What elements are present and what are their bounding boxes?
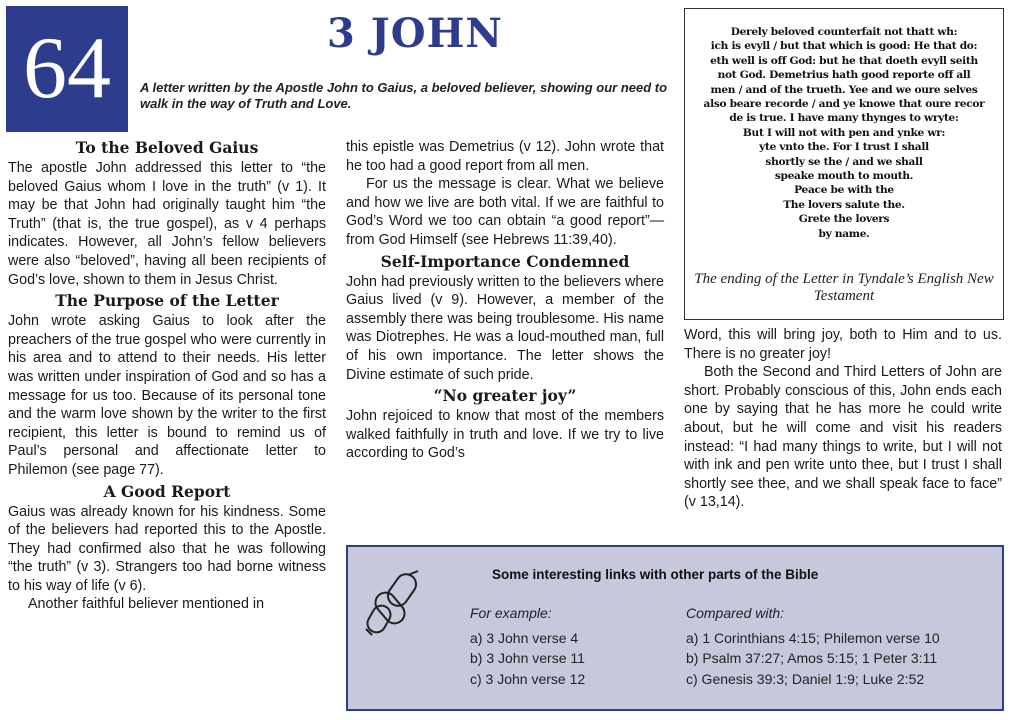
section-text: Gaius was already known for his kindness. Some of the believers had reported this to the Apostle. They had confirmed also that he was following “the truth” (v 3). Strangers too had borne witness to his way of life (v 6). <box>8 503 326 594</box>
chain-links-icon <box>362 569 426 637</box>
compared-item: c) Genesis 39:3; Daniel 1:9; Luke 2:52 <box>686 670 925 687</box>
compared-item: b) Psalm 37:27; Amos 5:15; 1 Peter 3:11 <box>686 650 938 666</box>
section-text: Another faithful believer mentioned in <box>28 596 265 613</box>
example-item: c) 3 John verse 12 <box>470 670 586 687</box>
page-subtitle: A letter written by the Apostle John to Gaius, a beloved believer, showing our need to walk in the way of Truth and Love. <box>140 80 668 111</box>
tyndale-line: yte vnto the. For I trust I shall <box>759 141 929 154</box>
tyndale-caption: The ending of the Letter in Tyndale’s English New Testament <box>694 271 994 304</box>
tyndale-line: shortly se the / and we shall <box>765 155 923 168</box>
column-3 <box>684 326 1002 512</box>
section-heading-good-report: A Good Report <box>103 481 231 501</box>
column-2 <box>346 138 664 463</box>
example-item: b) 3 John verse 11 <box>470 650 585 666</box>
page-number-badge: 64 <box>6 6 128 132</box>
tyndale-line: But I will not with pen and ynke wr: <box>742 126 946 139</box>
section-heading-purpose: The Purpose of the Letter <box>55 291 279 311</box>
tyndale-blackletter-text <box>697 25 991 241</box>
bible-links-box <box>346 545 1004 711</box>
example-item: a) 3 John verse 4 <box>470 629 579 646</box>
tyndale-line: speake mouth to mouth. <box>774 170 914 183</box>
tyndale-line: Grete the lovers <box>798 213 890 226</box>
tyndale-line: ich is evyll / but that which is good: He that do: <box>710 40 978 53</box>
links-heading: Some interesting links with other parts of the Bible <box>492 567 819 582</box>
section-text: this epistle was Demetrius (v 12). John wrote that he too had a good report from all men. <box>346 139 664 174</box>
section-text: Both the Second and Third Letters of John are short. Probably conscious of this, John ends each one by saying that he has more he could write about, but he will come and visit his readers instead: “I had many things to write, but I will not with ink and pen write unto thee, but I trust I shall shortly see thee, and we shall speak face to face” (v 13,14). <box>684 364 1002 511</box>
page-title: 3 JOHN <box>327 10 503 57</box>
section-text: John rejoiced to know that most of the members walked faithfully in truth and love. If we try to live according to God’s <box>346 408 664 462</box>
tyndale-line: by name. <box>818 227 870 240</box>
section-heading-beloved: To the Beloved Gaius <box>75 138 259 157</box>
section-text: Word, this will bring joy, both to Him and to us. There is no greater joy! <box>684 327 1002 362</box>
example-heading: For example: <box>470 605 552 621</box>
section-text: For us the message is clear. What we believe and how we live are both vital. If we are faithful to God’s Word we too can obtain “a good report”—from God Himself (see Hebrews 11:39,40). <box>346 176 664 248</box>
tyndale-line: eth well is off God: but he that doeth evyll seith <box>710 54 978 67</box>
example-list <box>470 603 585 689</box>
tyndale-line: de is true. I have many thynges to wryte: <box>729 112 959 125</box>
compared-item: a) 1 Corinthians 4:15; Philemon verse 10 <box>686 629 940 646</box>
tyndale-line: also beare recorde / and ye knowe that oure recor <box>703 98 985 111</box>
column-1 <box>8 138 326 614</box>
tyndale-line: Derely beloved counterfait not thatt wh: <box>730 26 958 38</box>
section-heading-self-importance: Self-Importance Condemned <box>380 251 630 271</box>
section-text: John had previously written to the believers where Gaius lived (v 9). However, a member of the assembly there was being troublesome. His name was Diotrephes. He was a loud-mouthed man, full of his own importance. The letter shows the Divine estimate of such pride. <box>346 273 664 383</box>
compared-heading: Compared with: <box>686 605 785 621</box>
tyndale-line: Peace be with the <box>794 184 894 197</box>
compared-list <box>686 603 940 689</box>
section-text: The apostle John addressed this letter to “the beloved Gaius whom I love in the truth” (v 1). It may be that John had originally taught him “the Truth” (that is, the true gospel), as v 4 perhaps indicates. However, all John’s fellow believers were also “beloved”, having all been recipients of God’s love, shown to them in Jesus Christ. <box>8 160 326 288</box>
section-text: John wrote asking Gaius to look after the preachers of the true gospel who were currently in his area and to attend to their needs. His letter was written under inspiration of God and so has a message for us too. Because of its personal tone and the warm love shown by the writer to the first recipient, this letter is bound to remind us of Paul’s personal and affectionate letter to Philemon (see page 77). <box>8 313 326 478</box>
tyndale-line: The lovers salute the. <box>783 198 905 211</box>
tyndale-line: not God. Demetrius hath good reporte off all <box>717 69 971 82</box>
tyndale-line: men / and of the trueth. Yee and we oure selves <box>710 83 978 96</box>
tyndale-inset <box>684 8 1004 320</box>
section-heading-no-greater-joy: “No greater joy” <box>433 386 577 406</box>
